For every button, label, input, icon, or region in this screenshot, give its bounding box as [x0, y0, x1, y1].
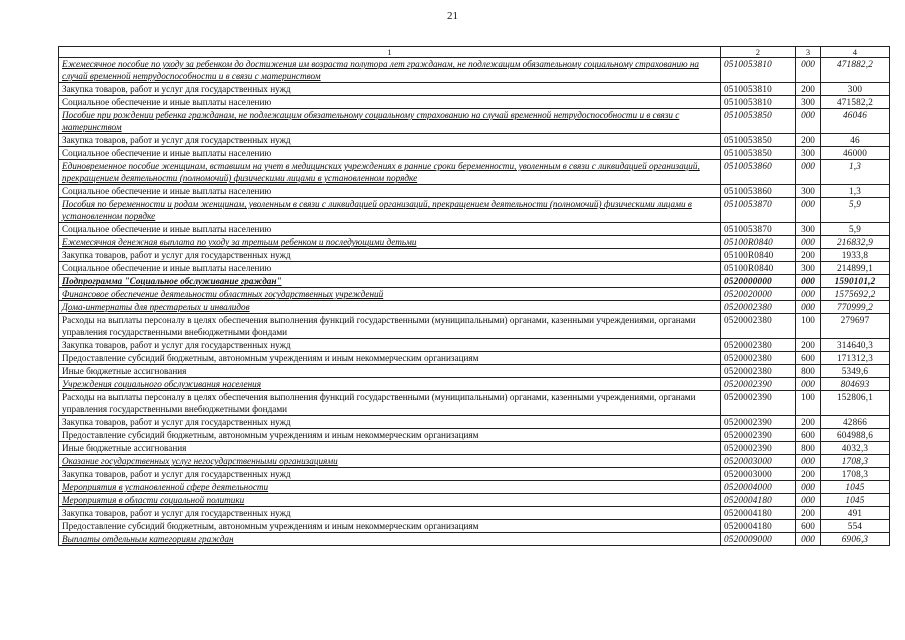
- row-type: 000: [796, 198, 821, 223]
- row-sum: 770999,2: [821, 301, 890, 314]
- row-type: 300: [796, 96, 821, 109]
- row-code: 0510053850: [721, 134, 796, 147]
- table-row: [59, 481, 890, 494]
- table-row: [59, 288, 890, 301]
- row-sum: 1,3: [821, 185, 890, 198]
- row-sum: 471582,2: [821, 96, 890, 109]
- row-type: 800: [796, 442, 821, 455]
- row-type: 200: [796, 249, 821, 262]
- row-name: Социальное обеспечение и иные выплаты населению: [59, 147, 721, 160]
- row-code: 0520002390: [721, 442, 796, 455]
- row-name: Расходы на выплаты персоналу в целях обеспечения выполнения функций государственными (муниципальными) органами, казенными учреждениями, органами управления государственными внебюджетными фондами: [59, 391, 721, 416]
- table-header-row: [59, 47, 890, 58]
- row-type: 000: [796, 275, 821, 288]
- row-code: 05100R0840: [721, 236, 796, 249]
- row-code: 0520002390: [721, 429, 796, 442]
- row-code: 0510053810: [721, 58, 796, 83]
- row-code: 0510053860: [721, 160, 796, 185]
- row-sum: 5349,6: [821, 365, 890, 378]
- row-sum: 1708,3: [821, 455, 890, 468]
- table-row: [59, 494, 890, 507]
- row-name: Социальное обеспечение и иные выплаты населению: [59, 223, 721, 236]
- row-type: 000: [796, 481, 821, 494]
- row-code: 0510053810: [721, 96, 796, 109]
- row-sum: 216832,9: [821, 236, 890, 249]
- row-type: 000: [796, 301, 821, 314]
- row-code: 05100R0840: [721, 249, 796, 262]
- row-sum: 554: [821, 520, 890, 533]
- row-sum: 604988,6: [821, 429, 890, 442]
- row-sum: 1045: [821, 481, 890, 494]
- row-type: 000: [796, 455, 821, 468]
- table-row: [59, 365, 890, 378]
- row-type: 100: [796, 314, 821, 339]
- table-row: [59, 455, 890, 468]
- row-sum: 300: [821, 83, 890, 96]
- table-row: [59, 185, 890, 198]
- table-row: [59, 83, 890, 96]
- row-code: 0510053870: [721, 198, 796, 223]
- row-name: Дома-интернаты для престарелых и инвалидов: [59, 301, 721, 314]
- row-code: 0520004180: [721, 520, 796, 533]
- row-type: 600: [796, 429, 821, 442]
- row-sum: 491: [821, 507, 890, 520]
- table-row: [59, 378, 890, 391]
- table-row: [59, 147, 890, 160]
- row-sum: 5,9: [821, 223, 890, 236]
- header-col-4: 4: [821, 47, 890, 58]
- row-type: 300: [796, 262, 821, 275]
- row-name: Учреждения социального обслуживания населения: [59, 378, 721, 391]
- table-row: [59, 352, 890, 365]
- row-code: 05100R0840: [721, 262, 796, 275]
- row-name: Социальное обеспечение и иные выплаты населению: [59, 262, 721, 275]
- row-sum: 42866: [821, 416, 890, 429]
- row-code: 0510053850: [721, 147, 796, 160]
- table-row: [59, 160, 890, 185]
- row-code: 0510053850: [721, 109, 796, 134]
- row-type: 600: [796, 352, 821, 365]
- table-row: [59, 236, 890, 249]
- row-sum: 1933,8: [821, 249, 890, 262]
- row-name: Пособие при рождении ребенка гражданам, не подлежащим обязательному социальному страхованию на случай временной нетрудоспособности и в связи с материнством: [59, 109, 721, 134]
- row-name: Мероприятия в области социальной политики: [59, 494, 721, 507]
- row-sum: 279697: [821, 314, 890, 339]
- row-name: Выплаты отдельным категориям граждан: [59, 533, 721, 546]
- header-col-2: 2: [721, 47, 796, 58]
- table-row: [59, 223, 890, 236]
- row-type: 000: [796, 109, 821, 134]
- budget-table: [58, 46, 890, 546]
- row-sum: 46046: [821, 109, 890, 134]
- table-row: [59, 429, 890, 442]
- row-name: Пособия по беременности и родам женщинам, уволенным в связи с ликвидацией организаций, прекращением деятельности (полномочий) физическими лицами в установленном порядке: [59, 198, 721, 223]
- table-row: [59, 249, 890, 262]
- row-name: Предоставление субсидий бюджетным, автономным учреждениям и иным некоммерческим организациям: [59, 352, 721, 365]
- row-type: 200: [796, 468, 821, 481]
- row-type: 000: [796, 494, 821, 507]
- row-type: 200: [796, 416, 821, 429]
- table-row: [59, 262, 890, 275]
- row-code: 0520004180: [721, 494, 796, 507]
- row-type: 800: [796, 365, 821, 378]
- table-row: [59, 96, 890, 109]
- row-name: Мероприятия в установленной сфере деятельности: [59, 481, 721, 494]
- row-type: 200: [796, 134, 821, 147]
- row-type: 000: [796, 58, 821, 83]
- row-sum: 5,9: [821, 198, 890, 223]
- row-sum: 471882,2: [821, 58, 890, 83]
- table-row: [59, 339, 890, 352]
- row-sum: 1708,3: [821, 468, 890, 481]
- table-row: [59, 134, 890, 147]
- row-name: Закупка товаров, работ и услуг для государственных нужд: [59, 507, 721, 520]
- table-row: [59, 58, 890, 83]
- row-name: Предоставление субсидий бюджетным, автономным учреждениям и иным некоммерческим организациям: [59, 429, 721, 442]
- row-code: 0520002380: [721, 301, 796, 314]
- row-code: 0520002390: [721, 416, 796, 429]
- row-sum: 314640,3: [821, 339, 890, 352]
- row-code: 0520009000: [721, 533, 796, 546]
- row-name: Закупка товаров, работ и услуг для государственных нужд: [59, 134, 721, 147]
- row-code: 0520002390: [721, 378, 796, 391]
- row-code: 0520002390: [721, 391, 796, 416]
- row-name: Ежемесячное пособие по уходу за ребенком до достижения им возраста полутора лет гражданам, не подлежащим обязательному социальному страхованию на случай временной нетрудоспособности и в связи с материнством: [59, 58, 721, 83]
- row-code: 0520002380: [721, 365, 796, 378]
- row-type: 200: [796, 507, 821, 520]
- row-sum: 46: [821, 134, 890, 147]
- row-code: 0520000000: [721, 275, 796, 288]
- row-type: 000: [796, 533, 821, 546]
- table-row: [59, 391, 890, 416]
- table-row: [59, 109, 890, 134]
- row-name: Ежемесячная денежная выплата по уходу за третьим ребенком и последующими детьми: [59, 236, 721, 249]
- row-sum: 152806,1: [821, 391, 890, 416]
- table-row: [59, 198, 890, 223]
- table-row: [59, 442, 890, 455]
- row-code: 0520020000: [721, 288, 796, 301]
- row-name: Иные бюджетные ассигнования: [59, 365, 721, 378]
- row-name: Закупка товаров, работ и услуг для государственных нужд: [59, 468, 721, 481]
- row-name: Закупка товаров, работ и услуг для государственных нужд: [59, 249, 721, 262]
- row-type: 600: [796, 520, 821, 533]
- row-sum: 214899,1: [821, 262, 890, 275]
- row-type: 000: [796, 160, 821, 185]
- row-name: Закупка товаров, работ и услуг для государственных нужд: [59, 339, 721, 352]
- row-sum: 171312,3: [821, 352, 890, 365]
- row-code: 0510053870: [721, 223, 796, 236]
- row-sum: 804693: [821, 378, 890, 391]
- row-code: 0520003000: [721, 468, 796, 481]
- row-code: 0520003000: [721, 455, 796, 468]
- row-code: 0520004000: [721, 481, 796, 494]
- row-name: Единовременное пособие женщинам, вставшим на учет в медицинских учреждениях в ранние сроки беременности, уволенным в связи с ликвидацией организаций, прекращением деятельности (полномочий) физическими лицами в установленном порядке: [59, 160, 721, 185]
- table-row: [59, 275, 890, 288]
- row-sum: 1045: [821, 494, 890, 507]
- row-sum: 4032,3: [821, 442, 890, 455]
- row-type: 300: [796, 223, 821, 236]
- row-code: 0520002380: [721, 352, 796, 365]
- row-name: Расходы на выплаты персоналу в целях обеспечения выполнения функций государственными (муниципальными) органами, казенными учреждениями, органами управления государственными внебюджетными фондами: [59, 314, 721, 339]
- row-name: Закупка товаров, работ и услуг для государственных нужд: [59, 416, 721, 429]
- table-row: [59, 301, 890, 314]
- header-col-3: 3: [796, 47, 821, 58]
- row-type: 200: [796, 339, 821, 352]
- row-sum: 6906,3: [821, 533, 890, 546]
- row-type: 300: [796, 185, 821, 198]
- budget-table-body: [59, 47, 890, 546]
- header-col-1: 1: [59, 47, 721, 58]
- table-row: [59, 520, 890, 533]
- row-name: Финансовое обеспечение деятельности областных государственных учреждений: [59, 288, 721, 301]
- row-type: 100: [796, 391, 821, 416]
- table-row: [59, 314, 890, 339]
- row-name: Иные бюджетные ассигнования: [59, 442, 721, 455]
- row-sum: 1590101,2: [821, 275, 890, 288]
- row-type: 300: [796, 147, 821, 160]
- table-row: [59, 416, 890, 429]
- table-row: [59, 533, 890, 546]
- row-type: 000: [796, 288, 821, 301]
- table-row: [59, 468, 890, 481]
- row-code: 0510053860: [721, 185, 796, 198]
- row-name: Закупка товаров, работ и услуг для государственных нужд: [59, 83, 721, 96]
- row-code: 0520002380: [721, 339, 796, 352]
- row-code: 0510053810: [721, 83, 796, 96]
- row-name: Социальное обеспечение и иные выплаты населению: [59, 96, 721, 109]
- row-name: Подпрограмма "Социальное обслуживание граждан": [59, 275, 721, 288]
- page-number: 21: [447, 10, 458, 22]
- row-type: 000: [796, 236, 821, 249]
- row-type: 200: [796, 83, 821, 96]
- row-code: 0520004180: [721, 507, 796, 520]
- row-sum: 1,3: [821, 160, 890, 185]
- row-code: 0520002380: [721, 314, 796, 339]
- row-sum: 46000: [821, 147, 890, 160]
- table-row: [59, 507, 890, 520]
- row-sum: 1575692,2: [821, 288, 890, 301]
- row-type: 000: [796, 378, 821, 391]
- row-name: Оказание государственных услуг негосударственными организациями: [59, 455, 721, 468]
- row-name: Социальное обеспечение и иные выплаты населению: [59, 185, 721, 198]
- row-name: Предоставление субсидий бюджетным, автономным учреждениям и иным некоммерческим организациям: [59, 520, 721, 533]
